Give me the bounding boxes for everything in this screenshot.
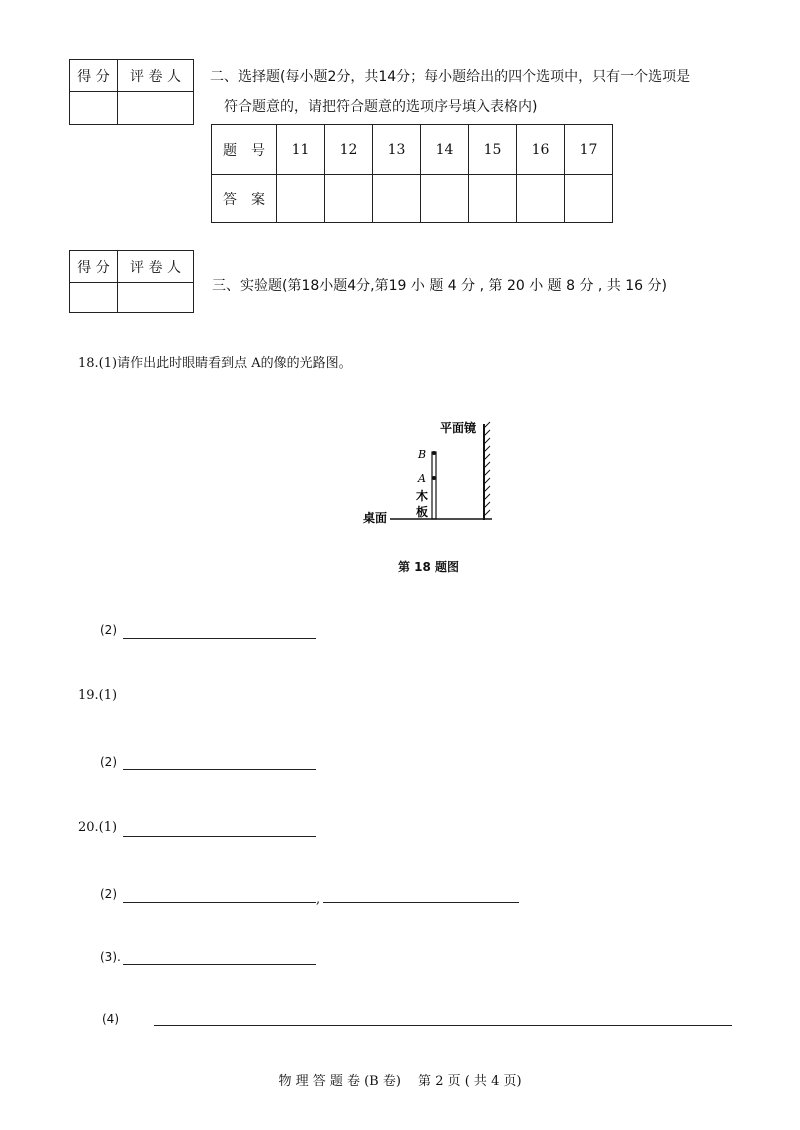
wooden-board [432,452,436,519]
grader-cell[interactable] [118,92,194,125]
q18-part1-text: 18.(1)请作出此时眼睛看到点 A的像的光路图。 [78,356,352,371]
question-number: 12 [325,125,373,175]
q20-part1-answer-line[interactable] [123,836,316,837]
score-label: 得 分 [70,251,118,283]
figure-18 [350,412,510,532]
board-label-1: 木 [416,489,429,503]
answer-header: 答 案 [212,175,277,223]
board-label-2: 板 [416,505,429,519]
q20-part3-label: (3). [100,950,121,964]
point-b-label: B [418,448,427,461]
question-number-header: 题 号 [212,125,277,175]
question-number: 16 [517,125,565,175]
answer-cell[interactable] [517,175,565,223]
q18-part2-label: (2) [100,623,117,637]
figure-18-caption: 第 18 题图 [398,560,460,574]
section2-title-line2: 符合题意的，请把符合题意的选项序号填入表格内) [224,99,538,115]
answer-table [211,124,613,223]
section2-title-line1: 二、选择题(每小题2分，共14分；每小题给出的四个选项中，只有一个选项是 [210,69,691,85]
question-number: 15 [469,125,517,175]
grader-cell[interactable] [118,283,194,313]
question-number: 14 [421,125,469,175]
score-cell[interactable] [70,283,118,313]
q20-part4-label: (4) [102,1012,119,1026]
desk-label: 桌面 [363,511,388,525]
score-box-1 [69,59,194,125]
answer-cell[interactable] [565,175,613,223]
q20-part2-label: (2) [100,887,117,901]
page-footer: 物 理 答 题 卷 (B 卷) 第 2 页 ( 共 4 页) [278,1074,522,1089]
answer-cell[interactable] [421,175,469,223]
q20-part1-label: 20.(1) [78,820,118,835]
question-number: 11 [277,125,325,175]
q20-part3-answer-line[interactable] [123,964,316,965]
score-box-2 [69,250,194,313]
answer-cell[interactable] [277,175,325,223]
section3-title: 三、实验题(第18小题4分,第19 小 题 4 分 , 第 20 小 题 8 分 , 共 16 分) [212,278,668,294]
score-cell[interactable] [70,92,118,125]
q19-part2-label: (2) [100,755,117,769]
grader-label: 评 卷 人 [118,60,194,92]
score-label: 得 分 [70,60,118,92]
answer-cell[interactable] [373,175,421,223]
q20-part2-answer-line-1[interactable] [123,902,316,903]
q19-part1-label: 19.(1) [78,688,118,703]
answer-cell[interactable] [469,175,517,223]
q20-part4-answer-line[interactable] [154,1025,732,1026]
q20-part2-separator: , [316,892,321,907]
q18-part2-answer-line[interactable] [123,638,316,639]
question-number: 17 [565,125,613,175]
answer-cell[interactable] [325,175,373,223]
question-number: 13 [373,125,421,175]
point-b-dot [432,451,436,455]
mirror-label: 平面镜 [440,421,477,435]
point-a-label: A [418,472,426,485]
q19-part2-answer-line[interactable] [123,769,316,770]
grader-label: 评 卷 人 [118,251,194,283]
q20-part2-answer-line-2[interactable] [323,902,519,903]
point-a-dot [432,476,436,480]
